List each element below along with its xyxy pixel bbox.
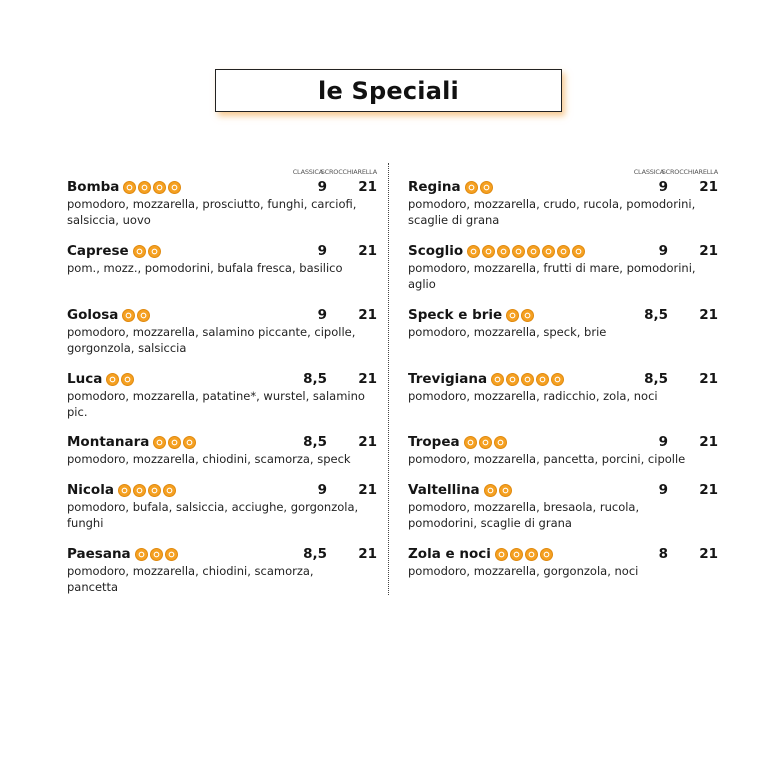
allergen-icons	[135, 548, 178, 561]
mozzarella-icon	[480, 181, 493, 194]
menu-item	[67, 370, 377, 420]
allergen-icons	[467, 245, 585, 258]
allergen-icons	[106, 373, 134, 386]
item-name: Montanara	[67, 434, 150, 450]
menu-item-header	[408, 178, 718, 196]
mozzarella-icon	[482, 245, 495, 258]
menu-item	[408, 178, 718, 228]
leaf-icon	[521, 373, 534, 386]
wheat-icon	[135, 548, 148, 561]
menu-item	[408, 433, 718, 467]
menu-item	[67, 306, 377, 356]
allergen-icons	[506, 309, 534, 322]
menu-item	[408, 370, 718, 404]
item-name: Bomba	[67, 179, 120, 195]
price-scrocchiarella: 21	[358, 434, 377, 450]
shrimp-icon	[497, 245, 510, 258]
price-classica: 9	[317, 243, 327, 259]
fish-icon	[148, 484, 161, 497]
menu-item-header	[67, 433, 377, 451]
item-description: pomodoro, mozzarella, chiodini, scamorza, speck	[67, 452, 351, 466]
cheese-icon	[536, 373, 549, 386]
item-description: pomodoro, mozzarella, speck, brie	[408, 325, 607, 339]
item-description: pomodoro, mozzarella, prosciutto, funghi, carciofi, salsiccia, uovo	[67, 197, 357, 227]
wheat-icon	[467, 245, 480, 258]
menu-item-header	[67, 370, 377, 388]
header-classica: CLASSICA	[292, 168, 323, 176]
price-classica: 9	[658, 434, 668, 450]
mushroom-icon	[494, 436, 507, 449]
menu-item-header	[408, 370, 718, 388]
menu-item	[408, 545, 718, 579]
price-scrocchiarella: 21	[699, 307, 718, 323]
price-scrocchiarella: 21	[699, 371, 718, 387]
menu-item-header	[408, 545, 718, 563]
page-title: le Speciali	[318, 76, 459, 105]
mushroom-icon	[165, 548, 178, 561]
item-name: Luca	[67, 371, 103, 387]
cheese-icon	[163, 484, 176, 497]
price-classica: 9	[317, 307, 327, 323]
wheat-icon	[495, 548, 508, 561]
menu-item-header	[67, 242, 377, 260]
menu-item	[67, 481, 377, 531]
wheat-icon	[464, 436, 477, 449]
price-scrocchiarella: 21	[358, 307, 377, 323]
item-name: Scoglio	[408, 243, 464, 259]
egg-icon	[168, 181, 181, 194]
mozzarella-icon	[479, 436, 492, 449]
menu-item	[67, 178, 377, 228]
wheat-icon	[484, 484, 497, 497]
item-description: pomodoro, mozzarella, frutti di mare, pomodorini, aglio	[408, 261, 696, 291]
item-name: Trevigiana	[408, 371, 488, 387]
item-name: Valtellina	[408, 482, 480, 498]
wheat-icon	[506, 309, 519, 322]
wheat-icon	[153, 436, 166, 449]
item-description: pomodoro, mozzarella, salamino piccante, cipolle, gorgonzola, salsiccia	[67, 325, 356, 355]
allergen-icons	[491, 373, 564, 386]
price-classica: 9	[317, 179, 327, 195]
header-scrocchiarella: SCROCCHIARELLA	[661, 168, 718, 176]
allergen-icons	[118, 484, 176, 497]
item-description: pomodoro, mozzarella, crudo, rucola, pomodorini, scaglie di grana	[408, 197, 696, 227]
allergen-icons	[153, 436, 196, 449]
mushroom-icon	[183, 436, 196, 449]
price-classica: 8,5	[644, 307, 668, 323]
menu-item-header	[408, 242, 718, 260]
wheat-icon	[106, 373, 119, 386]
mozzarella-icon	[137, 309, 150, 322]
item-description: pom., mozz., pomodorini, bufala fresca, basilico	[67, 261, 343, 275]
mollusc-icon	[527, 245, 540, 258]
allergen-icons	[464, 436, 507, 449]
fish-icon	[557, 245, 570, 258]
wheat-icon	[133, 245, 146, 258]
allergen-icons	[122, 309, 150, 322]
wheat-icon	[491, 373, 504, 386]
item-description: pomodoro, mozzarella, chiodini, scamorza, pancetta	[67, 564, 314, 594]
item-description: pomodoro, mozzarella, radicchio, zola, noci	[408, 389, 658, 403]
garlic-icon	[572, 245, 585, 258]
nut-icon	[551, 373, 564, 386]
shell-icon	[512, 245, 525, 258]
allergen-icons	[495, 548, 553, 561]
item-name: Speck e brie	[408, 307, 503, 323]
price-scrocchiarella: 21	[699, 546, 718, 562]
price-classica: 8,5	[303, 371, 327, 387]
price-scrocchiarella: 21	[358, 482, 377, 498]
allergen-icons	[133, 245, 161, 258]
allergen-icons	[484, 484, 512, 497]
menu-item-header	[408, 306, 718, 324]
item-name: Tropea	[408, 434, 460, 450]
cheese-icon	[540, 548, 553, 561]
mozzarella-icon	[121, 373, 134, 386]
wheat-icon	[123, 181, 136, 194]
item-name: Caprese	[67, 243, 129, 259]
item-description: pomodoro, mozzarella, patatine*, wurstel, salamino pic.	[67, 389, 365, 419]
price-classica: 8,5	[644, 371, 668, 387]
mozzarella-icon	[510, 548, 523, 561]
price-scrocchiarella: 21	[699, 243, 718, 259]
menu-item	[67, 242, 377, 276]
item-name: Nicola	[67, 482, 114, 498]
right-column	[408, 0, 718, 767]
crab-icon	[542, 245, 555, 258]
menu-item-header	[408, 433, 718, 451]
item-description: pomodoro, bufala, salsiccia, acciughe, gorgonzola, funghi	[67, 500, 359, 530]
wheat-icon	[122, 309, 135, 322]
menu-item-header	[67, 178, 377, 196]
price-scrocchiarella: 21	[358, 179, 377, 195]
mozzarella-icon	[133, 484, 146, 497]
menu-item	[67, 545, 377, 595]
column-divider	[388, 163, 389, 595]
item-description: pomodoro, mozzarella, bresaola, rucola, pomodorini, scaglie di grana	[408, 500, 640, 530]
menu-item-header	[67, 545, 377, 563]
price-scrocchiarella: 21	[358, 243, 377, 259]
price-classica: 8,5	[303, 546, 327, 562]
mozzarella-icon	[148, 245, 161, 258]
mozzarella-icon	[168, 436, 181, 449]
wheat-icon	[118, 484, 131, 497]
menu-item-header	[67, 481, 377, 499]
price-classica: 8,5	[303, 434, 327, 450]
mozzarella-icon	[521, 309, 534, 322]
menu-item	[408, 481, 718, 531]
header-classica: CLASSICA	[633, 168, 664, 176]
price-classica: 9	[658, 179, 668, 195]
mozzarella-icon	[506, 373, 519, 386]
mozzarella-icon	[499, 484, 512, 497]
price-classica: 8	[658, 546, 668, 562]
header-scrocchiarella: SCROCCHIARELLA	[320, 168, 377, 176]
item-name: Paesana	[67, 546, 131, 562]
price-classica: 9	[658, 482, 668, 498]
menu-item	[67, 433, 377, 467]
item-name: Regina	[408, 179, 461, 195]
allergen-icons	[123, 181, 181, 194]
ham-icon	[153, 181, 166, 194]
price-scrocchiarella: 21	[358, 546, 377, 562]
menu-item	[408, 242, 718, 292]
item-name: Zola e noci	[408, 546, 491, 562]
menu-item-header	[67, 306, 377, 324]
price-classica: 9	[317, 482, 327, 498]
item-description: pomodoro, mozzarella, gorgonzola, noci	[408, 564, 639, 578]
wheat-icon	[465, 181, 478, 194]
menu-item	[408, 306, 718, 340]
price-scrocchiarella: 21	[358, 371, 377, 387]
mozzarella-icon	[138, 181, 151, 194]
item-name: Golosa	[67, 307, 119, 323]
menu-item-header	[408, 481, 718, 499]
mozzarella-icon	[150, 548, 163, 561]
price-classica: 9	[658, 243, 668, 259]
item-description: pomodoro, mozzarella, pancetta, porcini, cipolle	[408, 452, 686, 466]
price-scrocchiarella: 21	[699, 434, 718, 450]
nut-icon	[525, 548, 538, 561]
allergen-icons	[465, 181, 493, 194]
price-scrocchiarella: 21	[699, 482, 718, 498]
left-column	[67, 0, 377, 767]
price-scrocchiarella: 21	[699, 179, 718, 195]
